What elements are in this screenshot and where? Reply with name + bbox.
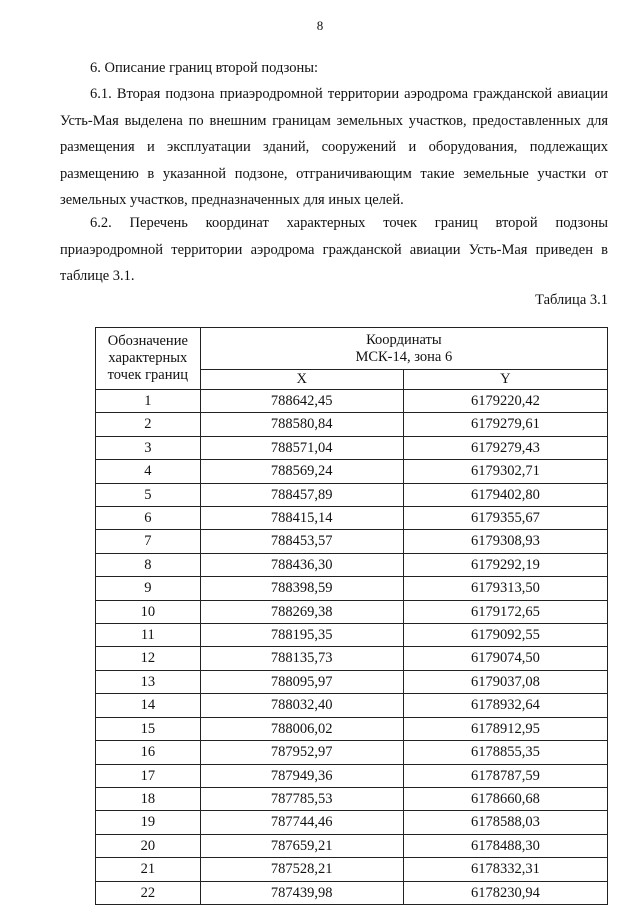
- table-row: [96, 694, 608, 717]
- table-header: [96, 328, 608, 390]
- x-coordinate-cell: 788580,84: [200, 413, 403, 436]
- point-number-cell: 12: [96, 647, 201, 670]
- coordinates-table: [95, 327, 608, 905]
- header-coordinates-text: Координаты МСК-14, зона 6: [355, 331, 453, 365]
- table-row: [96, 553, 608, 576]
- x-coordinate-cell: 788415,14: [200, 507, 403, 530]
- point-number-cell: 10: [96, 600, 201, 623]
- paragraph-6-2: 6.2. Перечень координат характерных точек границ второй подзоны приаэродромной территории аэродрома гражданской авиации Усть-Мая приведен в таблице 3.1.: [60, 215, 608, 284]
- x-coordinate-cell: 788453,57: [200, 530, 403, 553]
- point-number-cell: 14: [96, 694, 201, 717]
- header-x: X: [200, 370, 403, 390]
- x-coordinate-cell: 788569,24: [200, 460, 403, 483]
- point-number-cell: 15: [96, 717, 201, 740]
- point-number-cell: 6: [96, 507, 201, 530]
- table-row: [96, 413, 608, 436]
- table-row: [96, 647, 608, 670]
- table-row: [96, 670, 608, 693]
- y-coordinate-cell: 6179074,50: [403, 647, 607, 670]
- x-coordinate-cell: 787744,46: [200, 811, 403, 834]
- y-coordinate-cell: 6179279,61: [403, 413, 607, 436]
- y-coordinate-cell: 6178588,03: [403, 811, 607, 834]
- table-caption: Таблица 3.1: [535, 292, 608, 308]
- header-coordinates: [200, 328, 607, 370]
- x-coordinate-cell: 787659,21: [200, 834, 403, 857]
- point-number-cell: 5: [96, 483, 201, 506]
- point-number-cell: 8: [96, 553, 201, 576]
- table-row: [96, 577, 608, 600]
- point-number-cell: 18: [96, 787, 201, 810]
- header-point-label: Обозначение характерных точек границ: [96, 328, 201, 390]
- point-number-cell: 21: [96, 858, 201, 881]
- section-heading: 6. Описание границ второй подзоны:: [90, 60, 318, 76]
- x-coordinate-cell: 788398,59: [200, 577, 403, 600]
- point-number-cell: 22: [96, 881, 201, 904]
- y-coordinate-cell: 6178912,95: [403, 717, 607, 740]
- table-row: [96, 834, 608, 857]
- y-coordinate-cell: 6179220,42: [403, 390, 607, 413]
- header-row: [96, 328, 608, 370]
- y-coordinate-cell: 6179313,50: [403, 577, 607, 600]
- point-number-cell: 3: [96, 436, 201, 459]
- y-coordinate-cell: 6178488,30: [403, 834, 607, 857]
- y-coordinate-cell: 6178332,31: [403, 858, 607, 881]
- point-number-cell: 17: [96, 764, 201, 787]
- x-coordinate-cell: 787949,36: [200, 764, 403, 787]
- point-number-cell: 20: [96, 834, 201, 857]
- x-coordinate-cell: 787528,21: [200, 858, 403, 881]
- y-coordinate-cell: 6178855,35: [403, 741, 607, 764]
- table-row: [96, 764, 608, 787]
- x-coordinate-cell: 787952,97: [200, 741, 403, 764]
- y-coordinate-cell: 6179279,43: [403, 436, 607, 459]
- y-coordinate-cell: 6179092,55: [403, 624, 607, 647]
- x-coordinate-cell: 788135,73: [200, 647, 403, 670]
- y-coordinate-cell: 6179292,19: [403, 553, 607, 576]
- y-coordinate-cell: 6179037,08: [403, 670, 607, 693]
- table-row: [96, 811, 608, 834]
- y-coordinate-cell: 6179402,80: [403, 483, 607, 506]
- y-coordinate-cell: 6179302,71: [403, 460, 607, 483]
- x-coordinate-cell: 788032,40: [200, 694, 403, 717]
- point-number-cell: 16: [96, 741, 201, 764]
- x-coordinate-cell: 788195,35: [200, 624, 403, 647]
- x-coordinate-cell: 788269,38: [200, 600, 403, 623]
- paragraph-6-1: 6.1. Вторая подзона приаэродромной территории аэродрома гражданской авиации Усть-Мая выделена по внешним границам земельных участков, предоставленных для размещения и эксплуатации зданий, сооружений и оборудования, подлежащих размещению в указанной подзоне, отграничивающим такие земельные участки от земельных участков, предназначенных для иных целей.: [60, 86, 608, 208]
- table-row: [96, 483, 608, 506]
- table-row: [96, 507, 608, 530]
- x-coordinate-cell: 788006,02: [200, 717, 403, 740]
- y-coordinate-cell: 6178787,59: [403, 764, 607, 787]
- point-number-cell: 9: [96, 577, 201, 600]
- table-row: [96, 530, 608, 553]
- point-number-cell: 7: [96, 530, 201, 553]
- x-coordinate-cell: 788436,30: [200, 553, 403, 576]
- point-number-cell: 1: [96, 390, 201, 413]
- table-row: [96, 436, 608, 459]
- table-body: [96, 390, 608, 905]
- table-row: [96, 741, 608, 764]
- y-coordinate-cell: 6179308,93: [403, 530, 607, 553]
- point-number-cell: 11: [96, 624, 201, 647]
- header-y: Y: [403, 370, 607, 390]
- table-row: [96, 624, 608, 647]
- point-number-cell: 19: [96, 811, 201, 834]
- y-coordinate-cell: 6179355,67: [403, 507, 607, 530]
- table-row: [96, 858, 608, 881]
- x-coordinate-cell: 788642,45: [200, 390, 403, 413]
- table-row: [96, 881, 608, 904]
- point-number-cell: 13: [96, 670, 201, 693]
- x-coordinate-cell: 788571,04: [200, 436, 403, 459]
- table-row: [96, 600, 608, 623]
- point-number-cell: 4: [96, 460, 201, 483]
- y-coordinate-cell: 6178932,64: [403, 694, 607, 717]
- table-row: [96, 717, 608, 740]
- point-number-cell: 2: [96, 413, 201, 436]
- page-number: 8: [316, 18, 324, 33]
- y-coordinate-cell: 6178230,94: [403, 881, 607, 904]
- x-coordinate-cell: 787785,53: [200, 787, 403, 810]
- table-row: [96, 460, 608, 483]
- x-coordinate-cell: 788095,97: [200, 670, 403, 693]
- table-row: [96, 390, 608, 413]
- x-coordinate-cell: 787439,98: [200, 881, 403, 904]
- y-coordinate-cell: 6179172,65: [403, 600, 607, 623]
- x-coordinate-cell: 788457,89: [200, 483, 403, 506]
- table-row: [96, 787, 608, 810]
- y-coordinate-cell: 6178660,68: [403, 787, 607, 810]
